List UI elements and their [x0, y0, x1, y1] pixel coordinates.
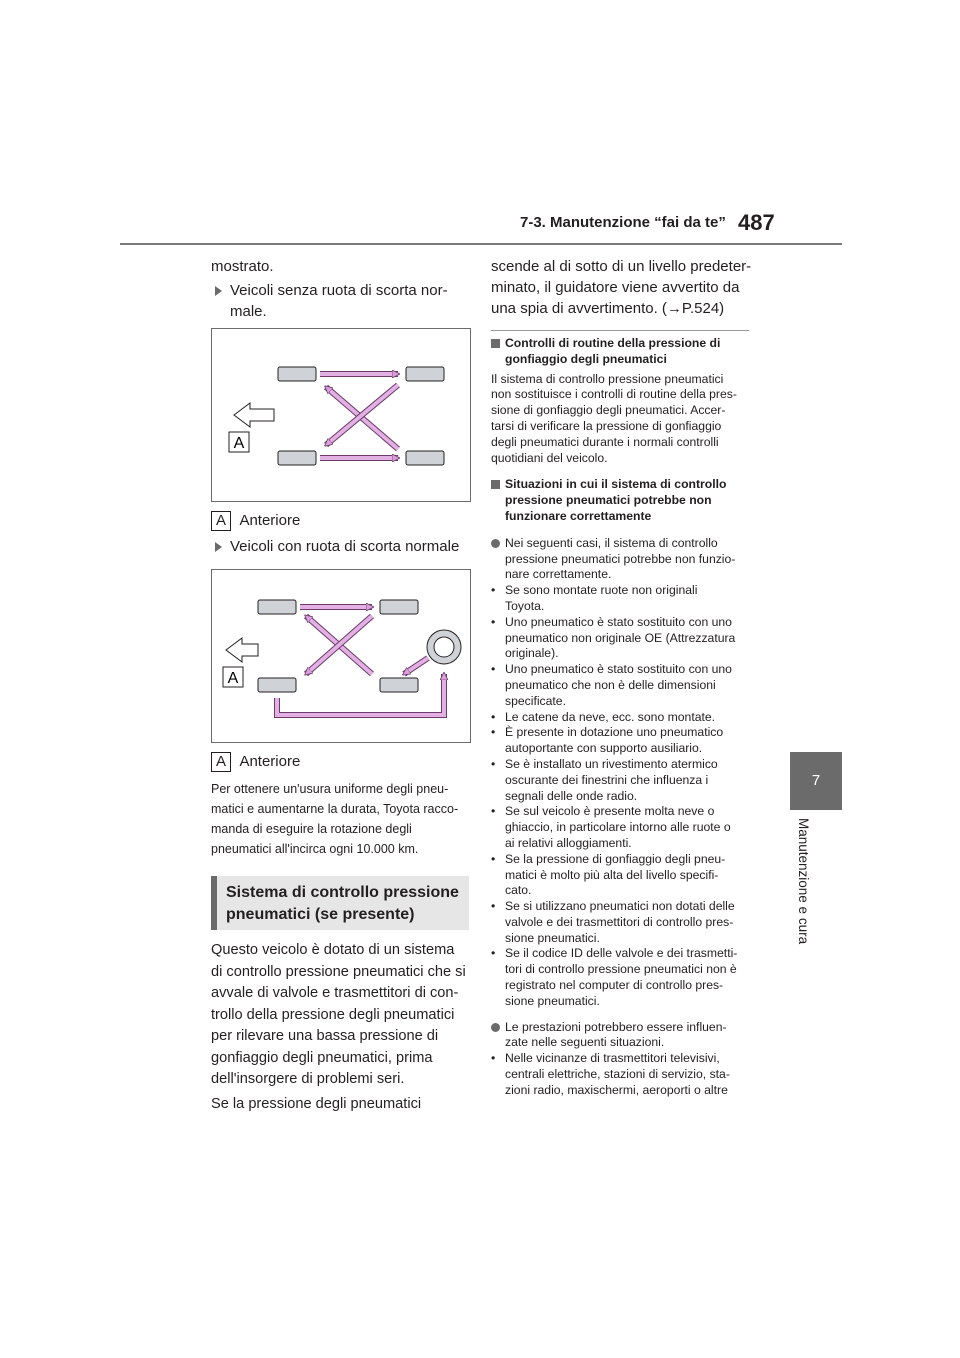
circle-bullet-icon — [491, 1023, 500, 1032]
list-item-line: Se sono montate ruote non originali — [505, 583, 698, 598]
list-item-line: Se sul veicolo è presente molta neve o — [505, 804, 715, 819]
square-bullet-icon — [491, 339, 500, 348]
forward-arrow-icon — [234, 403, 274, 427]
circle-item-1 — [491, 536, 753, 583]
label-a-box: A — [211, 752, 231, 772]
list-item — [491, 899, 753, 946]
rotation-diagram-no-spare — [211, 328, 471, 502]
routine-checks-body — [491, 372, 753, 467]
rotation-diagram-1-svg — [212, 329, 470, 501]
list-item-line: registrato nel computer di controllo pres- — [505, 978, 724, 993]
note-line: Per ottenere un'usura uniforme degli pneu- — [211, 782, 449, 796]
subhead-line: Situazioni in cui il sistema di controllo — [505, 477, 727, 492]
list-item-line: segnali delle onde radio. — [505, 788, 638, 803]
caption-1 — [211, 510, 300, 531]
list-item-line: Se la pressione di gonfiaggio degli pneu- — [505, 851, 726, 866]
list-item-line: Le catene da neve, ecc. sono montate. — [505, 709, 716, 724]
bullet-dot: • — [491, 946, 496, 961]
list-item — [491, 757, 753, 804]
note-line: pneumatici all'incirca ogni 10.000 km. — [211, 842, 419, 856]
chapter-title-vertical — [790, 818, 842, 978]
body-line: minato, il guidatore viene avvertito da — [491, 279, 740, 296]
chapter-title: Manutenzione e cura — [796, 818, 811, 945]
list-item-line: centrali elettriche, stazioni di servizio, sta- — [505, 1067, 730, 1082]
bullet-dot: • — [491, 1051, 496, 1066]
body-line: scende al di sotto di un livello predeter- — [491, 258, 752, 275]
tire-rear-right — [380, 678, 418, 692]
list-item-line: Se il codice ID delle valvole e dei trasmetti- — [505, 946, 738, 961]
triangle-bullet-icon — [215, 542, 222, 552]
list-item-line: Uno pneumatico è stato sostituito con uno — [505, 662, 732, 677]
bullet-dot: • — [491, 583, 496, 598]
chapter-tab: 7 — [790, 752, 842, 810]
subhead-malfunction-situations — [491, 477, 753, 524]
body-line: Le prestazioni potrebbero essere influen- — [505, 1019, 727, 1034]
list-item-line: Se si utilizzano pneumatici non dotati delle — [505, 899, 735, 914]
subhead-line: Controlli di routine della pressione di — [505, 336, 721, 350]
subhead-routine-checks — [491, 336, 753, 368]
body-line: avvale di valvole e trasmettitori di con- — [211, 985, 459, 1001]
section-heading-line-2: pneumatici (se presente) — [226, 906, 415, 923]
body-line: di controllo pressione pneumatici che si — [211, 963, 466, 980]
list-item — [491, 615, 753, 662]
list-item-line: pneumatico non originale OE (Attrezzatura — [505, 630, 736, 645]
situation-list-2 — [491, 1051, 753, 1098]
bullet-with-spare-text: Veicoli con ruota di scorta normale — [230, 538, 460, 555]
tire-rear-right — [406, 451, 444, 465]
list-item-line: È presente in dotazione uno pneumatico — [505, 725, 724, 740]
bullet-dot: • — [491, 851, 496, 866]
subhead-line: funzionare correttamente — [505, 508, 652, 523]
note-line: matici e aumentarne la durata, Toyota racco- — [211, 802, 459, 816]
label-a: A — [233, 435, 245, 452]
right-notes — [491, 336, 753, 1099]
list-item-line: Uno pneumatico è stato sostituito con uno — [505, 614, 732, 629]
tire-rear-left — [258, 678, 296, 692]
list-item-line: valvole e dei trasmettitori di controllo pres- — [505, 914, 734, 929]
bullet-dot: • — [491, 725, 496, 740]
list-item-line: tori di controllo pressione pneumatici non è — [505, 962, 737, 977]
list-item-line: cato. — [505, 883, 532, 898]
label-a: A — [227, 670, 239, 687]
list-item-line: autoportante con supporto ausiliario. — [505, 741, 703, 756]
list-item-line: Nelle vicinanze di trasmettitori televisivi, — [505, 1051, 720, 1066]
note-line: manda di eseguire la rotazione degli — [211, 822, 412, 836]
bullet-dot: • — [491, 709, 496, 724]
list-item-line: zioni radio, maxischermi, aeroporti o altre — [505, 1082, 728, 1097]
bullet-no-spare-text: Veicoli senza ruota di scorta nor- — [230, 282, 448, 299]
body-line: zate nelle seguenti situazioni. — [505, 1035, 665, 1050]
caption-1-text: Anteriore — [239, 512, 301, 529]
bullet-dot: • — [491, 614, 496, 629]
bullet-with-spare — [215, 536, 459, 557]
list-item-line: ai relativi alloggiamenti. — [505, 835, 632, 850]
body-line: tarsi di verificare la pressione di gonfiaggio — [491, 418, 722, 433]
list-item-line: sione pneumatici. — [505, 993, 600, 1008]
list-item-line: matici è molto più alta del livello specifi- — [505, 867, 719, 882]
list-item-line: originale). — [505, 646, 559, 661]
arrow-rl-to-spare — [277, 674, 444, 715]
tire-front-right — [380, 600, 418, 614]
tire-front-left — [258, 600, 296, 614]
page-number: 487 — [738, 210, 775, 235]
forward-arrow-icon — [226, 638, 258, 662]
tpms-body-continued — [491, 256, 753, 319]
header-rule — [120, 243, 842, 245]
list-item — [491, 725, 753, 757]
subhead-line: gonfiaggio degli pneumatici — [505, 351, 667, 366]
list-item-line: oscurante dei finestrini che influenza i — [505, 772, 709, 787]
caption-2-text: Anteriore — [239, 753, 301, 770]
list-item — [491, 852, 753, 899]
list-item — [491, 946, 753, 1009]
list-item-line: ghiaccio, in particolare intorno alle ruote o — [505, 820, 731, 835]
bullet-dot: • — [491, 756, 496, 771]
list-item-line: specificate. — [505, 693, 566, 708]
body-line: dell'insorgere di problemi seri. — [211, 1071, 405, 1087]
tire-rear-left — [278, 451, 316, 465]
list-item-line: Se è installato un rivestimento atermico — [505, 756, 718, 771]
list-item-line: sione pneumatici. — [505, 930, 600, 945]
body-line: Se la pressione degli pneumatici — [211, 1095, 422, 1112]
body-line: degli pneumatici durante i normali controlli — [491, 434, 719, 449]
list-item — [491, 710, 753, 726]
body-line: per rilevare una bassa pressione di — [211, 1028, 439, 1044]
body-line: Il sistema di controllo pressione pneumatici — [491, 371, 724, 386]
body-line: Questo veicolo è dotato di un sistema — [211, 942, 455, 958]
square-bullet-icon — [491, 480, 500, 489]
caption-2 — [211, 751, 300, 772]
section-heading-tpms — [211, 876, 469, 930]
rotation-diagram-2-svg — [212, 570, 470, 742]
section-heading-line-1: Sistema di controllo pressione — [226, 884, 459, 901]
list-item — [491, 583, 753, 615]
paragraph-continuation: mostrato. — [211, 258, 274, 275]
body-line: pressione pneumatici potrebbe non funzio- — [505, 551, 736, 566]
body-line: una spia di avvertimento. (→P.524) — [491, 300, 725, 317]
situation-list-1 — [491, 583, 753, 1010]
bullet-dot: • — [491, 804, 496, 819]
body-line: gonfiaggio degli pneumatici, prima — [211, 1049, 433, 1066]
arrow-spare-to-rr — [404, 658, 428, 674]
label-a-box: A — [211, 511, 231, 531]
rotation-note — [211, 779, 473, 859]
body-line: trollo della pressione degli pneumatici — [211, 1006, 455, 1023]
section-header: 7-3. Manutenzione “fai da te” — [520, 214, 726, 231]
body-line: non sostituisce i controlli di routine della pres- — [491, 387, 737, 402]
circle-item-2 — [491, 1020, 753, 1052]
list-item — [491, 1051, 753, 1098]
list-item — [491, 662, 753, 709]
bullet-no-spare-text-2: male. — [230, 303, 267, 320]
body-line: quotidiani del veicolo. — [491, 450, 608, 465]
tire-front-left — [278, 367, 316, 381]
triangle-bullet-icon — [215, 286, 222, 296]
tpms-body — [211, 940, 473, 1115]
bullet-dot: • — [491, 899, 496, 914]
body-line: sione di gonfiaggio degli pneumatici. Accer- — [491, 403, 726, 418]
tire-front-right — [406, 367, 444, 381]
rotation-diagram-with-spare — [211, 569, 471, 743]
list-item-line: pneumatico che non è delle dimensioni — [505, 677, 716, 692]
body-line: Nei seguenti casi, il sistema di controllo — [505, 535, 718, 550]
subhead-line: pressione pneumatici potrebbe non — [505, 493, 712, 508]
divider — [491, 330, 749, 331]
body-line: nare correttamente. — [505, 567, 612, 582]
bullet-no-spare — [215, 280, 448, 322]
circle-bullet-icon — [491, 539, 500, 548]
bullet-dot: • — [491, 662, 496, 677]
list-item — [491, 804, 753, 851]
list-item-line: Toyota. — [505, 598, 545, 613]
